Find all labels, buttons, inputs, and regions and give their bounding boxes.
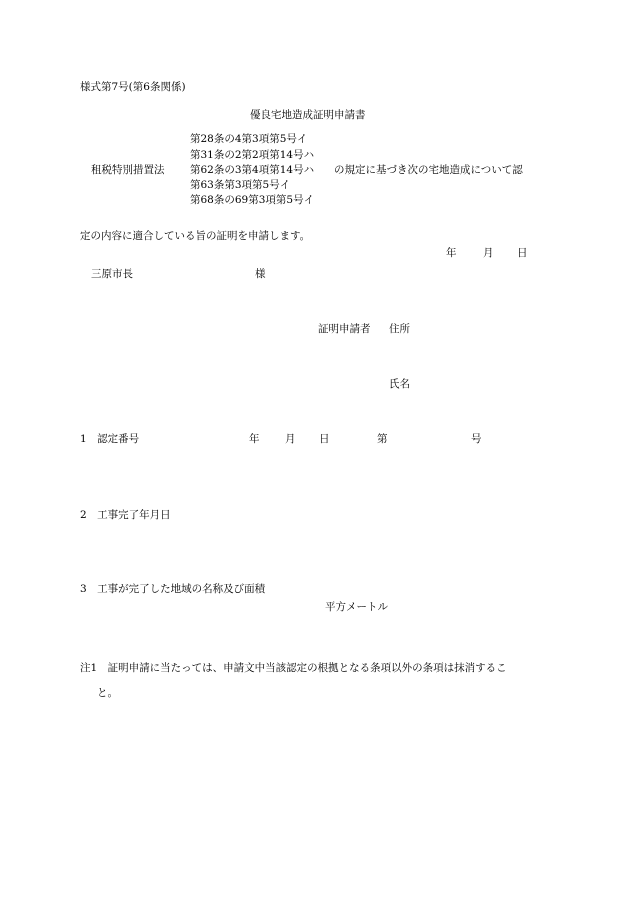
applicant-label: 証明申請者	[318, 323, 371, 335]
request-text-line1: の規定に基づき次の宅地造成について認	[334, 164, 523, 176]
section2-label: 2 工事完了年月日	[80, 509, 171, 521]
name-label: 氏名	[389, 378, 410, 390]
section1-day-label: 日	[319, 433, 330, 445]
addressee: 三原市長	[91, 268, 133, 280]
document-title: 優良宅地造成証明申請書	[250, 109, 366, 121]
form-number: 様式第7号(第6条関係)	[80, 81, 186, 93]
article-line: 第63条第3項第5号イ	[190, 179, 291, 191]
law-name: 租税特別措置法	[91, 164, 165, 176]
date-year-label: 年	[446, 247, 457, 259]
note-line2: と。	[97, 687, 118, 699]
request-text-line2: 定の内容に適合している旨の証明を申請します。	[80, 230, 311, 242]
section1-dai-label: 第	[377, 433, 388, 445]
area-unit-label: 平方メートル	[325, 601, 388, 613]
section1-year-label: 年	[249, 433, 260, 445]
article-line: 第28条の4第3項第5号イ	[190, 133, 308, 145]
section1-label: 1 認定番号	[80, 433, 140, 445]
article-line: 第68条の69第3項第5号イ	[190, 194, 315, 206]
address-label: 住所	[389, 323, 410, 335]
date-month-label: 月	[483, 247, 494, 259]
section3-label: 3 工事が完了した地域の名称及び面積	[80, 583, 266, 595]
note-line1: 注1 証明申請に当たっては、申請文中当該認定の根拠となる条項以外の条項は抹消するこ	[80, 662, 507, 674]
article-line: 第31条の2第2項第14号ハ	[190, 149, 315, 161]
section1-month-label: 月	[285, 433, 296, 445]
date-day-label: 日	[517, 247, 528, 259]
section1-go-label: 号	[471, 433, 482, 445]
honorific: 様	[255, 268, 266, 280]
article-line: 第62条の3第4項第14号ハ	[190, 164, 315, 176]
